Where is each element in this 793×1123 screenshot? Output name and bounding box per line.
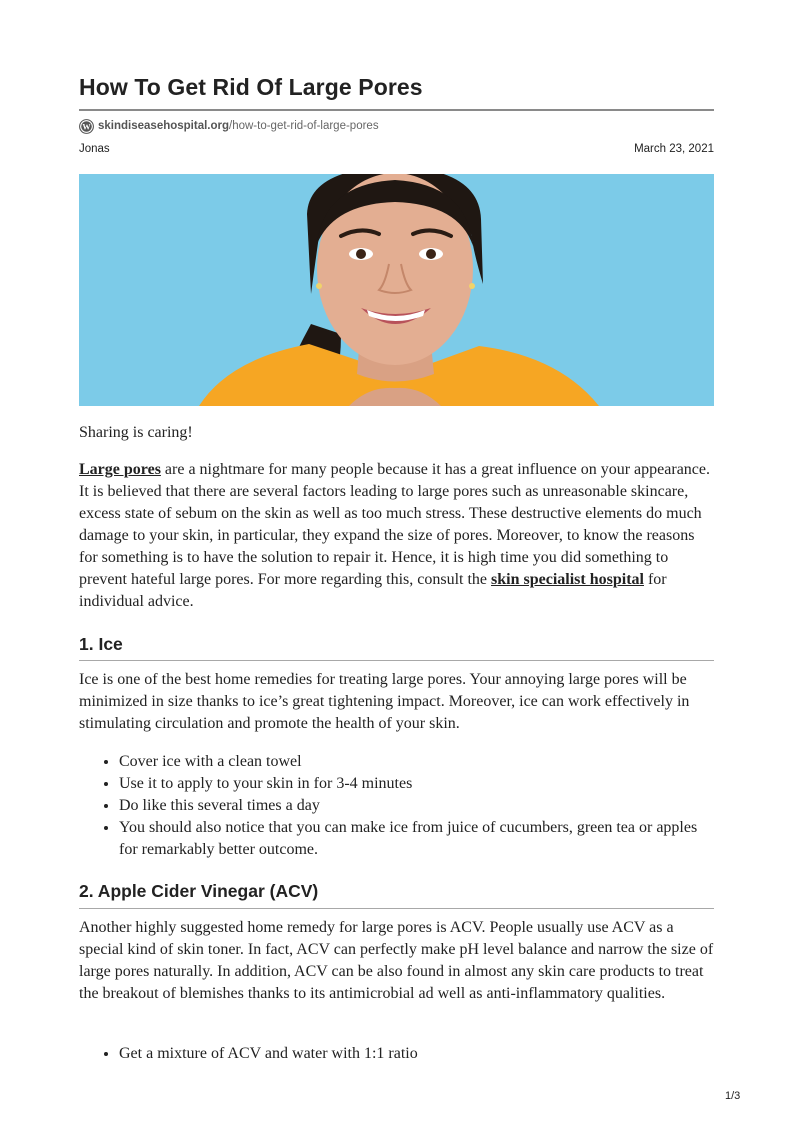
article-meta	[79, 143, 714, 155]
skin-specialist-hospital-link[interactable]: skin specialist hospital	[491, 571, 644, 588]
acv-bullet-list	[79, 1043, 714, 1065]
wordpress-icon	[79, 119, 94, 134]
author: Jonas	[79, 143, 110, 155]
source-path: /how-to-get-rid-of-large-pores	[229, 120, 379, 132]
hero-image	[79, 174, 714, 406]
svg-text:W: W	[82, 122, 91, 131]
article-title: How To Get Rid Of Large Pores	[79, 74, 423, 100]
title-divider	[79, 109, 714, 111]
list-item: • Cover ice with a clean towel	[119, 751, 714, 773]
intro-text-1: are a nightmare for many people because it has a great influence on your appearance. It is believed that there are several factors leading to large pores such as unreasonable skincare, excess state of sebum on the skin as well as too much stress. These destructive elements do much damage to your skin, in particular, they expand the size of pores. Moreover, to know the reasons for something is to have the solution to repair it. Hence, it is high time you did something to prevent hateful large pores. For more regarding this, consult the	[79, 461, 710, 588]
list-item: • Get a mixture of ACV and water with 1:1 ratio	[119, 1043, 714, 1065]
source-domain: skindiseasehospital.org	[98, 120, 230, 132]
list-item: • You should also notice that you can make ice from juice of cucumbers, green tea or apples for remarkably better outcome.	[119, 817, 714, 861]
intro-text-2: for individual advice.	[79, 571, 667, 610]
list-item: • Use it to apply to your skin in for 3-4 minutes	[119, 773, 714, 795]
source-line[interactable]	[79, 117, 379, 135]
acv-paragraph: Another highly suggested home remedy for large pores is ACV. People usually use ACV as a special kind of skin toner. In fact, ACV can perfectly make pH level balance and narrow the size of large pores naturally. In addition, ACV can be also found in almost any skin care products to treat the breakout of blemishes thanks to its antimicrobial ad well as anti-inflammatory qualities.	[79, 919, 714, 1002]
large-pores-link[interactable]: Large pores	[79, 461, 161, 478]
sharing-text: Sharing is caring!	[79, 424, 193, 441]
publish-date: March 23, 2021	[634, 143, 714, 155]
ice-paragraph: Ice is one of the best home remedies for treating large pores. Your annoying large pores will be minimized in size thanks to ice’s great tightening impact. Moreover, ice can work effectively in stimulating circulation and promote the health of your skin.	[79, 671, 690, 732]
smiling-woman-photo	[79, 174, 714, 406]
ice-bullet-list	[79, 751, 714, 861]
section-heading-acv: 2. Apple Cider Vinegar (ACV)	[79, 881, 319, 901]
section-divider-ice	[79, 660, 714, 661]
section-divider-acv	[79, 908, 714, 909]
section-heading-ice: 1. Ice	[79, 634, 123, 654]
page-number: 1/3	[725, 1090, 741, 1102]
intro-paragraph	[79, 459, 714, 613]
list-item: • Do like this several times a day	[119, 795, 714, 817]
